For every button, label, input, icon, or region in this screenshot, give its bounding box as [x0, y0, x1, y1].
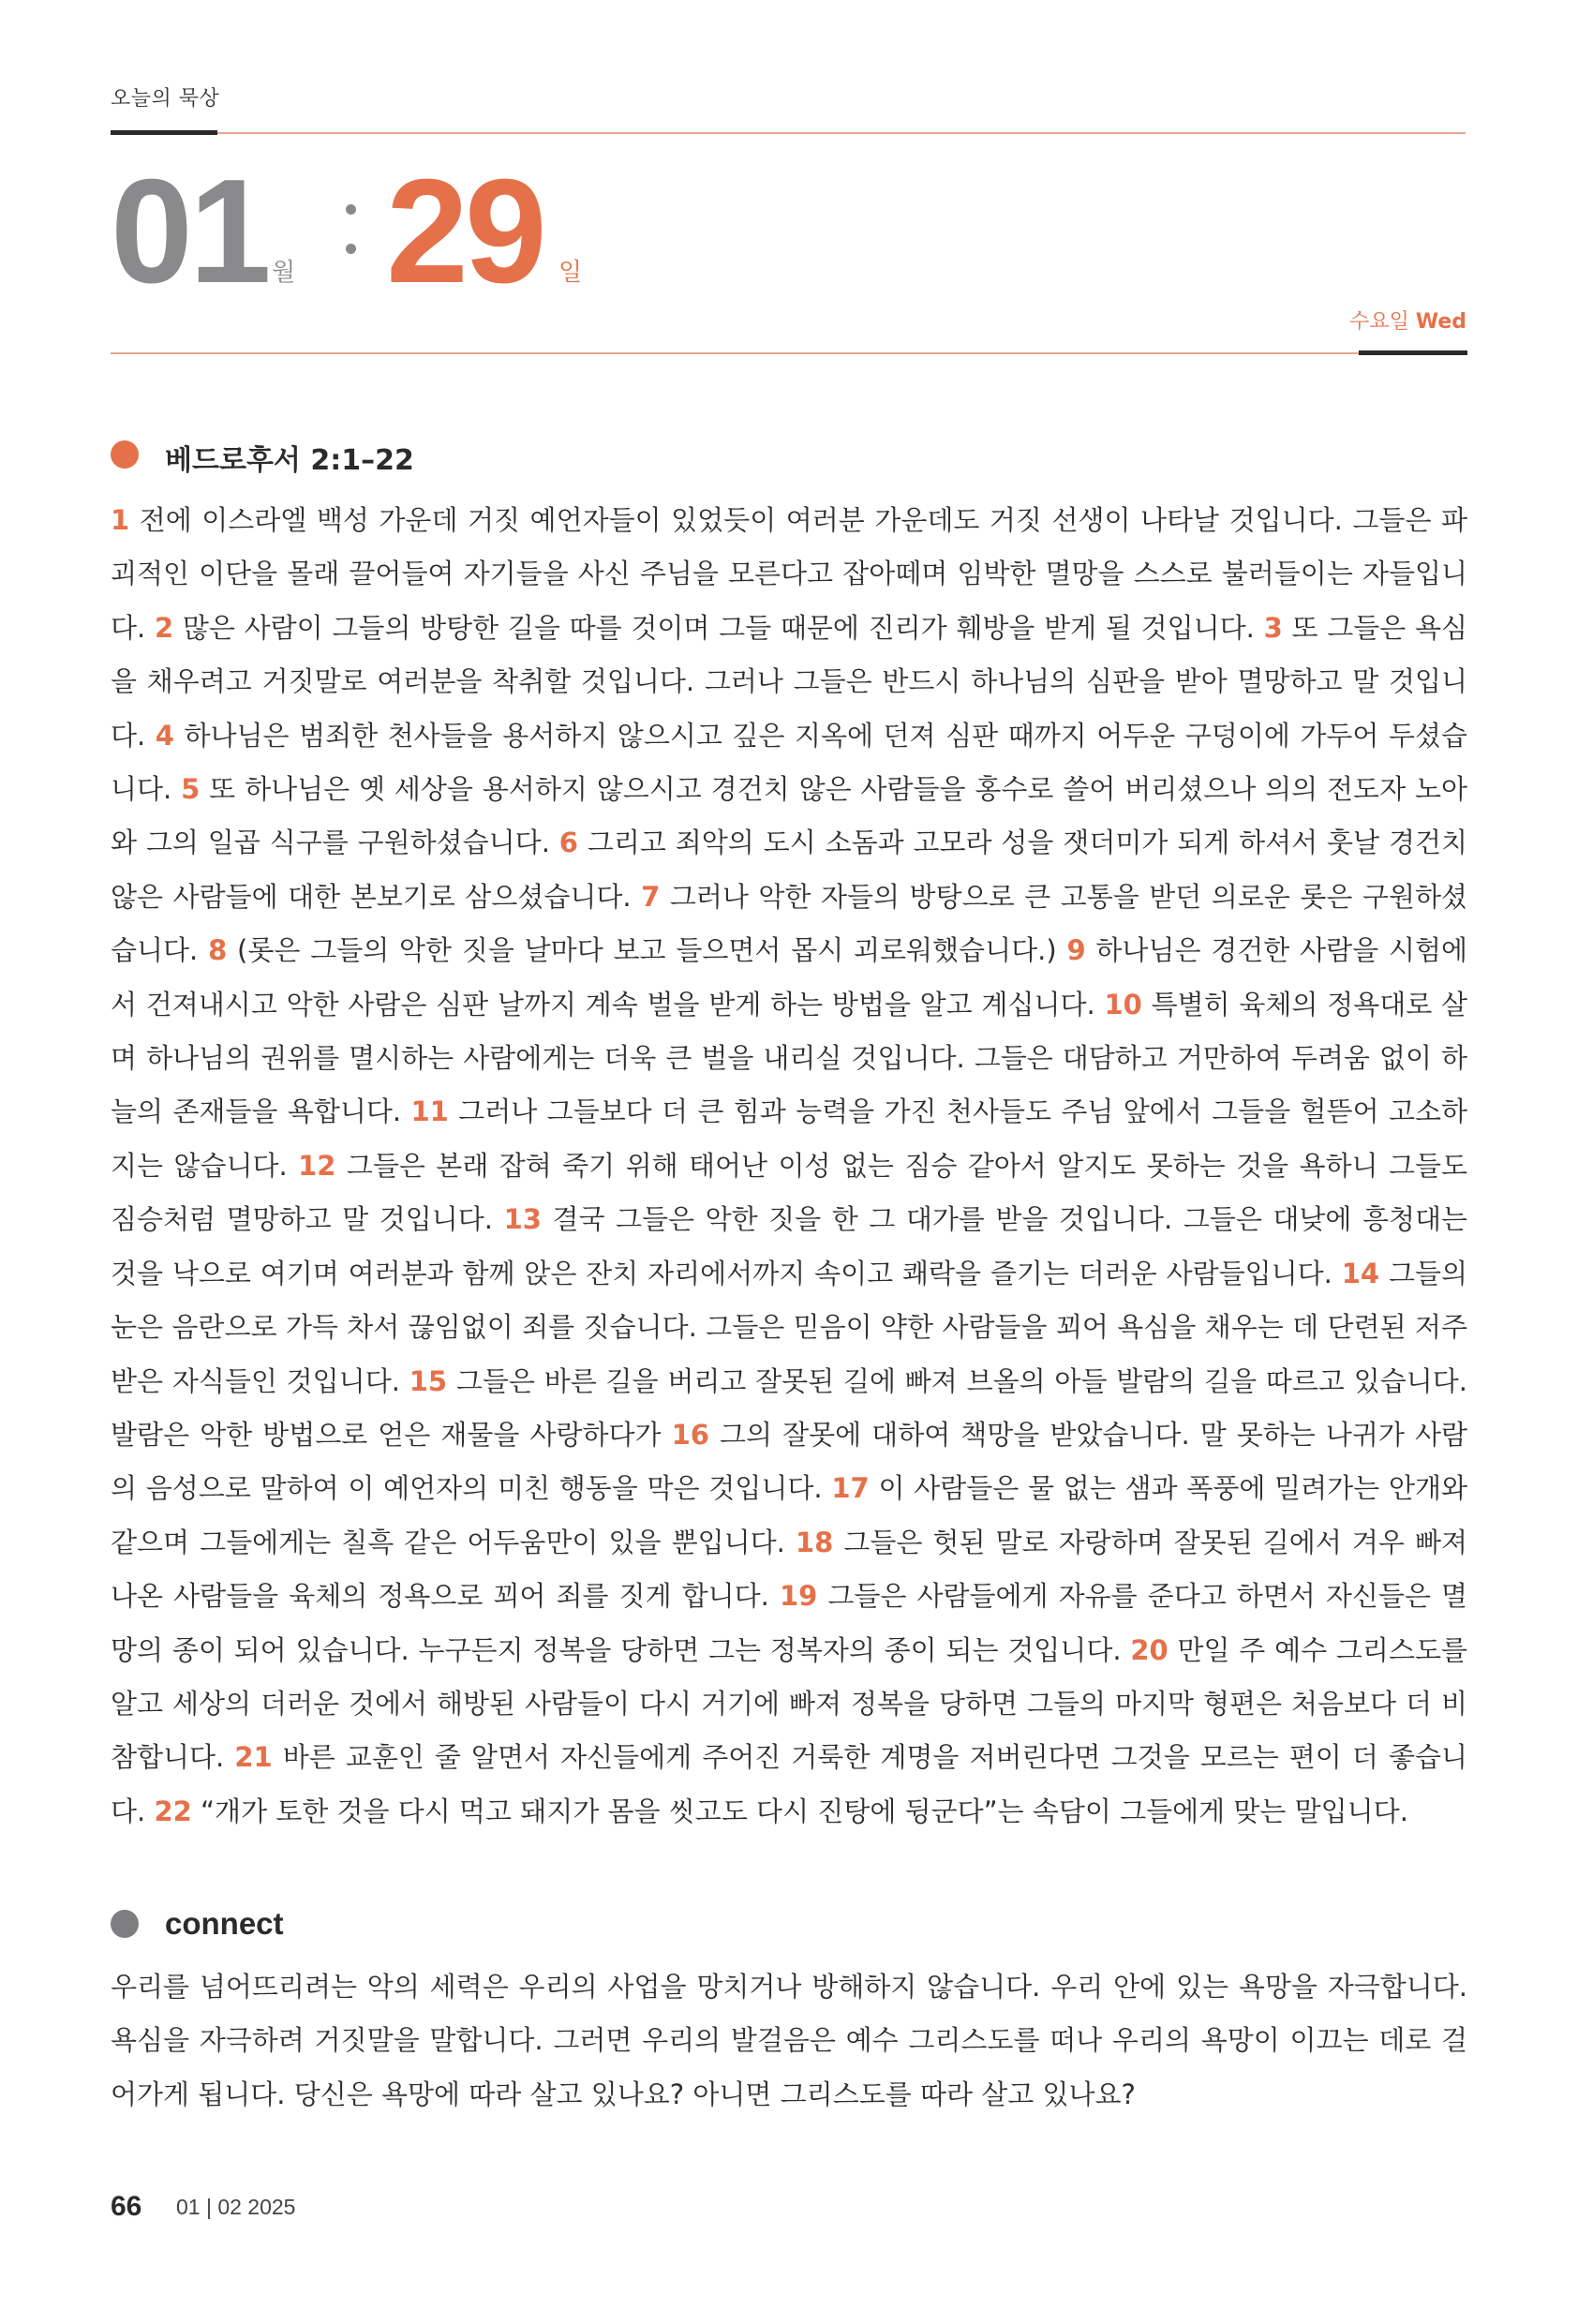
top-rule-accent — [111, 130, 217, 135]
verse-text: 그의 잘못에 대하여 책망을 받았습니다. 말 못하는 나귀가 사람의 음성으로 말하여 이 예언자의 미친 행동을 막은 것입니다. — [111, 1418, 1467, 1505]
verse-text: 하나님은 범죄한 천사들을 용서하지 않으시고 깊은 지옥에 던져 심판 때까지 어두운 구덩이에 가두어 두셨습니다. — [111, 719, 1467, 806]
verse-number: 9 — [1066, 934, 1086, 967]
verse-number: 12 — [298, 1149, 336, 1182]
scripture-body — [111, 494, 1467, 1839]
connect-body: 우리를 넘어뜨리려는 악의 세력은 우리의 사업을 망치거나 방해하지 않습니다. 우리 안에 있는 욕망을 자극합니다. 욕심을 자극하려 거짓말을 말합니다. 그러면 우리의 발걸음은 예수 그리스도를 떠나 우리의 욕망이 이끄는 데로 걸어가게 됩니다. 당신은 욕망에 따라 살고 있나요? 아니면 그리스도를 따라 살고 있나요? — [111, 1971, 1467, 2110]
verse-text: 이 사람들은 물 없는 샘과 폭풍에 밀려가는 안개와 같으며 그들에게는 칠흑 같은 어두움만이 있을 뿐입니다. — [111, 1472, 1467, 1558]
verse-text: 그들은 바른 길을 버리고 잘못된 길에 빠져 브올의 아들 발람의 길을 따르고 있습니다. 발람은 악한 방법으로 얻은 재물을 사랑하다가 — [111, 1364, 1467, 1451]
verse-number: 4 — [155, 719, 174, 752]
verse-number: 16 — [671, 1418, 709, 1451]
verse-text: 바른 교훈인 줄 알면서 자신들에게 주어진 거룩한 계명을 저버린다면 그것을 모르는 편이 더 좋습니다. — [111, 1741, 1467, 1827]
verse-number: 21 — [234, 1741, 273, 1774]
verse-number: 5 — [181, 773, 201, 806]
verse-text: 그들은 본래 잡혀 죽기 위해 태어난 이성 없는 짐승 같아서 알지도 못하는 것을 욕하니 그들도 짐승처럼 멸망하고 말 것입니다. — [111, 1149, 1467, 1236]
verse-text: 많은 사람이 그들의 방탕한 길을 따를 것이며 그들 때문에 진리가 훼방을 받게 될 것입니다. — [173, 611, 1264, 644]
date-month: 01 — [111, 149, 268, 314]
issue-info: 01 | 02 2025 — [176, 2195, 296, 2219]
day-unit: 일 — [558, 259, 583, 287]
verse-text: 그들은 사람들에게 자유를 준다고 하면서 자신들은 멸망의 종이 되어 있습니다. 누구든지 정복을 당하면 그는 정복자의 종이 되는 것입니다. — [111, 1580, 1467, 1666]
scripture-bullet-icon — [111, 440, 139, 469]
verse-text: 그러나 그들보다 더 큰 힘과 능력을 가진 천사들도 주님 앞에서 그들을 헐뜯어 고소하지는 않습니다. — [111, 1095, 1467, 1182]
header-rule-accent — [1359, 350, 1467, 355]
weekday — [1349, 305, 1466, 335]
verse-number: 11 — [410, 1095, 449, 1128]
colon-dot-top — [346, 204, 356, 215]
verse-text: 그들은 헛된 말로 자랑하며 잘못된 길에서 겨우 빠져나온 사람들을 육체의 정욕으로 꾀어 죄를 짓게 합니다. — [111, 1526, 1467, 1613]
top-rule — [217, 132, 1466, 134]
verse-number: 8 — [208, 934, 228, 967]
verse-number: 13 — [503, 1203, 542, 1236]
verse-text: 또 그들은 욕심을 채우려고 거짓말로 여러분을 착취할 것입니다. 그러나 그들은 반드시 하나님의 심판을 받아 멸망하고 말 것입니다. — [111, 611, 1467, 752]
verse-number: 18 — [795, 1526, 834, 1558]
verse-text: 그리고 죄악의 도시 소돔과 고모라 성을 잿더미가 되게 하셔서 훗날 경건치 않은 사람들에 대한 본보기로 삼으셨습니다. — [111, 827, 1467, 913]
verse-number: 7 — [641, 880, 661, 913]
connect-bullet-icon — [111, 1910, 139, 1938]
verse-text: 결국 그들은 악한 짓을 한 그 대가를 받을 것입니다. 그들은 대낮에 흥청대는 것을 낙으로 여기며 여러분과 함께 앉은 잔치 자리에서까지 속이고 쾌락을 즐기는 더러운 사람들입니다. — [111, 1203, 1468, 1289]
weekday-en: Wed — [1415, 310, 1466, 334]
verse-text: 만일 주 예수 그리스도를 알고 세상의 더러운 것에서 해방된 사람들이 다시 거기에 빠져 정복을 당하면 그들의 마지막 형편은 처음보다 더 비참합니다. — [111, 1633, 1467, 1774]
verse-text: (롯은 그들의 악한 짓을 날마다 보고 들으면서 몹시 괴로워했습니다.) — [227, 934, 1067, 967]
header-rule — [111, 352, 1402, 354]
verse-number: 3 — [1263, 611, 1283, 644]
verse-text: 또 하나님은 옛 세상을 용서하지 않으시고 경건치 않은 사람들을 홍수로 쓸어 버리셨으나 의의 전도자 노아와 그의 일곱 식구를 구원하셨습니다. — [111, 773, 1467, 859]
verse-text: 전에 이스라엘 백성 가운데 거짓 예언자들이 있었듯이 여러분 가운데도 거짓 선생이 나타날 것입니다. 그들은 파괴적인 이단을 몰래 끌어들여 자기들을 사신 주님을 모른다고 잡아떼며 임박한 멸망을 스스로 불러들이는 자들입니다. — [111, 504, 1467, 644]
verse-text: 하나님은 경건한 사람을 시험에서 건져내시고 악한 사람은 심판 날까지 계속 벌을 받게 하는 방법을 알고 계십니다. — [111, 934, 1467, 1020]
verse-number: 17 — [831, 1472, 870, 1505]
section-label: 오늘의 묵상 — [111, 87, 220, 111]
connect-title: connect — [165, 1906, 284, 1941]
verse-text: 그러나 악한 자들의 방탕으로 큰 고통을 받던 의로운 롯은 구원하셨습니다. — [111, 880, 1467, 967]
verse-number: 22 — [154, 1795, 192, 1827]
page-number: 66 — [111, 2191, 142, 2222]
scripture-reference: 베드로후서 2:1–22 — [165, 444, 414, 477]
date-day: 29 — [386, 149, 543, 314]
verse-number: 6 — [558, 827, 578, 859]
verse-number: 14 — [1341, 1257, 1380, 1289]
verse-number: 2 — [154, 611, 174, 644]
weekday-ko: 수요일 — [1349, 310, 1409, 334]
verse-number: 20 — [1130, 1633, 1169, 1666]
verse-number: 15 — [409, 1364, 448, 1397]
verse-text: 그들의 눈은 음란으로 가득 차서 끊임없이 죄를 짓습니다. 그들은 믿음이 약한 사람들을 꾀어 욕심을 채우는 데 단련된 저주받은 자식들인 것입니다. — [111, 1257, 1467, 1397]
verse-number: 10 — [1104, 988, 1142, 1020]
month-unit: 월 — [272, 259, 296, 287]
verse-number: 19 — [779, 1580, 818, 1613]
verse-text: 특별히 육체의 정욕대로 살며 하나님의 권위를 멸시하는 사람에게는 더욱 큰 벌을 내리실 것입니다. 그들은 대담하고 거만하여 두려움 없이 하늘의 존재들을 욕합니다. — [111, 988, 1467, 1128]
colon-dot-bottom — [346, 244, 356, 254]
verse-number: 1 — [111, 504, 130, 536]
verse-text: “개가 토한 것을 다시 먹고 돼지가 몸을 씻고도 다시 진탕에 뒹군다”는 속담이 그들에게 맞는 말입니다. — [191, 1795, 1408, 1827]
